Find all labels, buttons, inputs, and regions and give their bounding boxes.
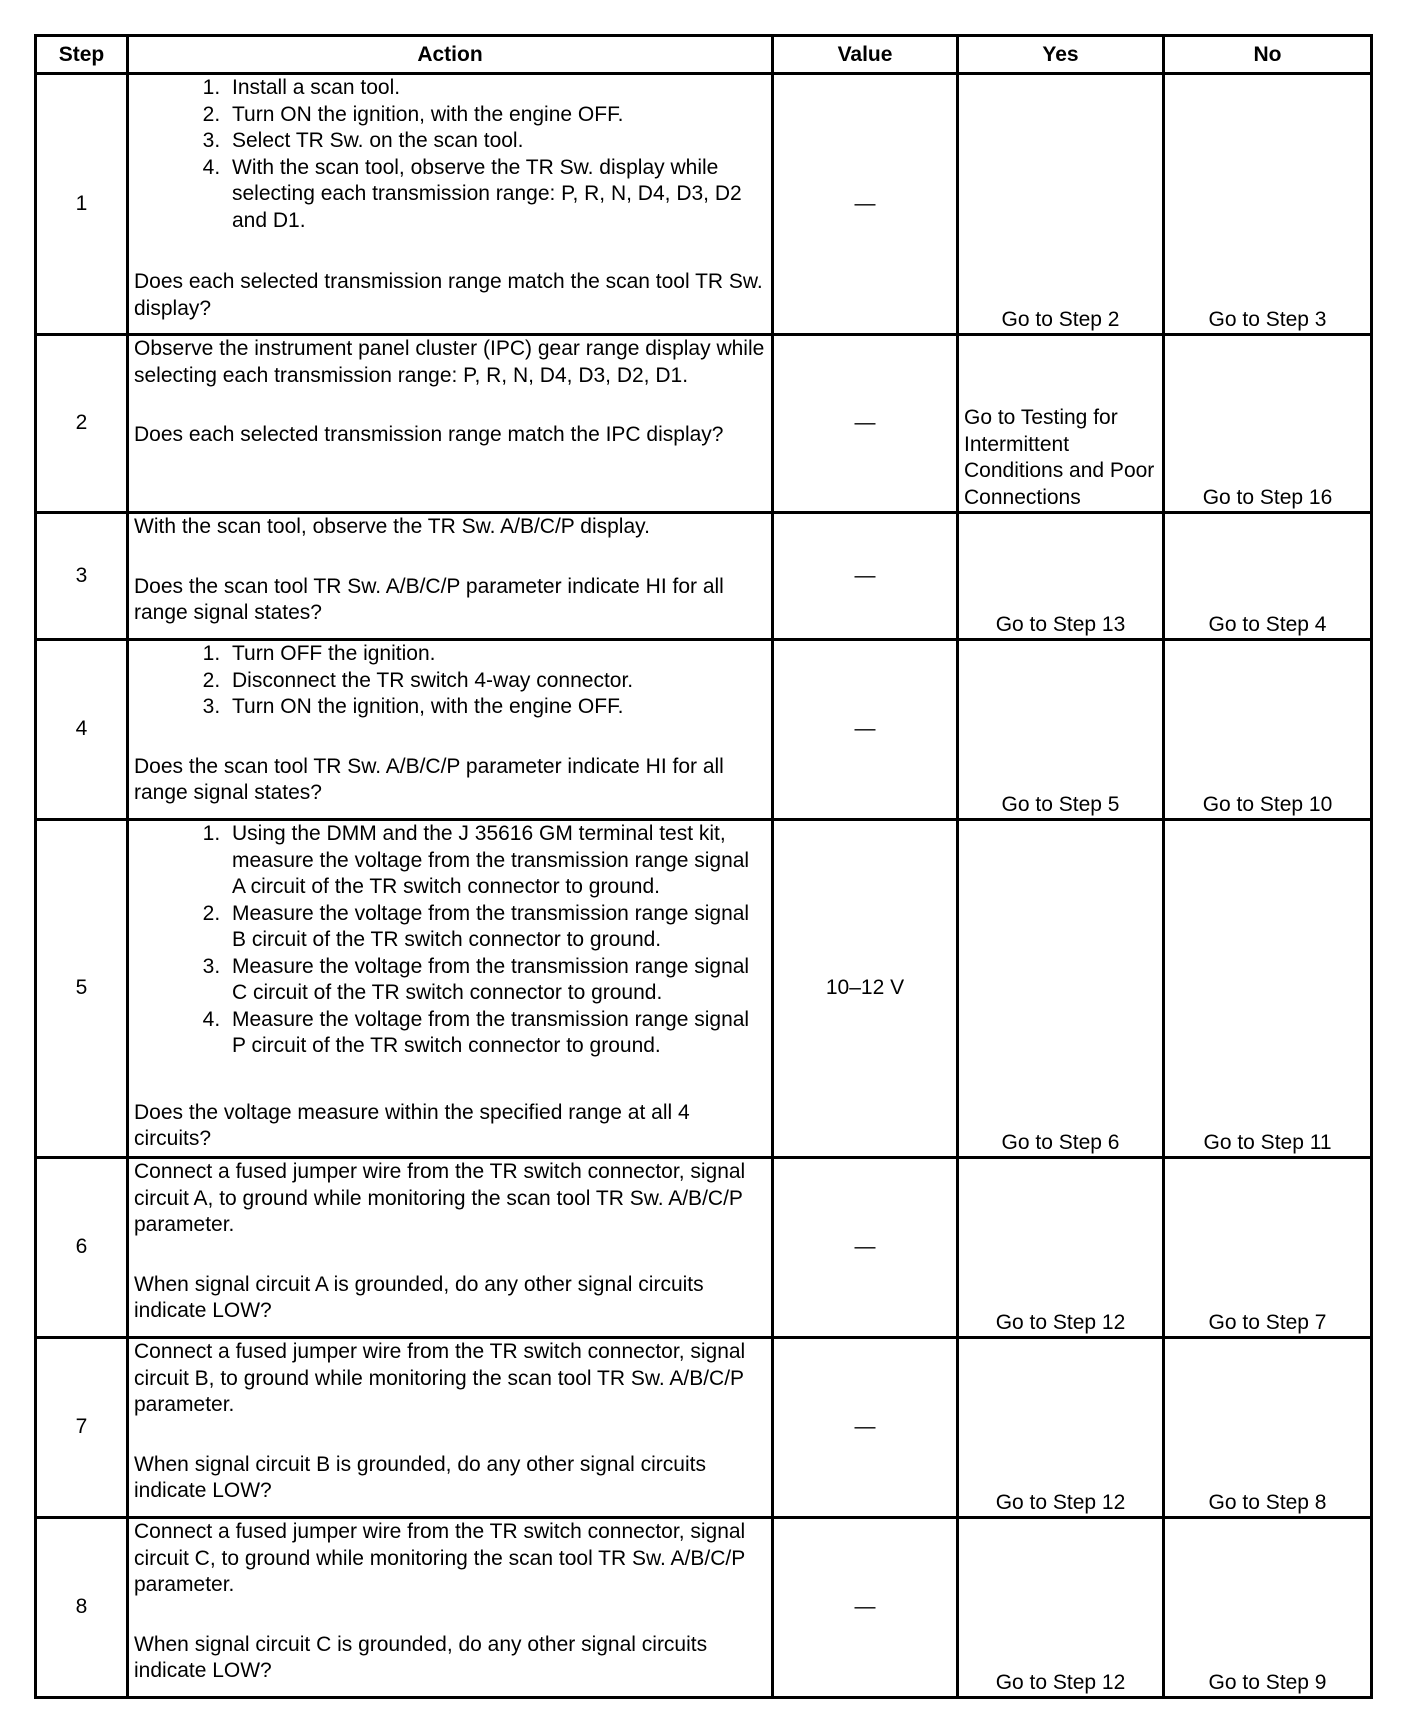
action-steps: [134, 641, 766, 721]
value-cell: —: [773, 1518, 958, 1698]
header-action: Action: [128, 36, 773, 74]
no-cell: Go to Step 7: [1164, 1158, 1372, 1338]
yes-cell: Go to Step 2: [958, 74, 1164, 335]
step-number: 2: [36, 335, 128, 513]
table-row: [36, 513, 1372, 640]
step-number: 4: [36, 640, 128, 820]
step-number: 1: [36, 74, 128, 335]
yes-cell: Go to Step 13: [958, 513, 1164, 640]
value-cell: —: [773, 513, 958, 640]
value-cell: —: [773, 640, 958, 820]
action-text: Observe the instrument panel cluster (IPC) gear range display while selecting each transmission range: P, R, N, D4, D3, D2, D1.: [134, 337, 765, 387]
header-value: Value: [773, 36, 958, 74]
step-number: 6: [36, 1158, 128, 1338]
action-text: With the scan tool, observe the TR Sw. A/B/C/P display.: [134, 515, 650, 538]
value-cell: —: [773, 74, 958, 335]
action-step-item: 3. Select TR Sw. on the scan tool.: [226, 128, 766, 155]
value-cell: —: [773, 1158, 958, 1338]
action-question: When signal circuit A is grounded, do any other signal circuits indicate LOW?: [134, 1272, 704, 1322]
action-question: When signal circuit C is grounded, do any other signal circuits indicate LOW?: [134, 1632, 708, 1682]
yes-cell: Go to Step 12: [958, 1338, 1164, 1518]
action-steps: [134, 75, 766, 234]
yes-cell: Go to Step 6: [958, 820, 1164, 1158]
no-cell: Go to Step 10: [1164, 640, 1372, 820]
action-step-item: 1. Install a scan tool.: [226, 75, 766, 102]
diagnostic-table: [34, 34, 1373, 1699]
action-cell: [128, 820, 773, 1158]
action-question: Does the voltage measure within the specified range at all 4 circuits?: [134, 1100, 690, 1150]
action-text: Connect a fused jumper wire from the TR switch connector, signal circuit A, to ground while monitoring the scan tool TR Sw. A/B/C/P parameter.: [134, 1160, 746, 1236]
action-steps: [134, 821, 766, 1060]
action-cell: [128, 1158, 773, 1338]
header-yes: Yes: [958, 36, 1164, 74]
action-cell: [128, 640, 773, 820]
action-question: Does the scan tool TR Sw. A/B/C/P parameter indicate HI for all range signal states?: [134, 754, 724, 804]
action-step-item: 1. Turn OFF the ignition.: [226, 641, 766, 668]
table-row: [36, 640, 1372, 820]
step-number: 3: [36, 513, 128, 640]
no-cell: Go to Step 9: [1164, 1518, 1372, 1698]
no-cell: Go to Step 8: [1164, 1338, 1372, 1518]
value-cell: —: [773, 335, 958, 513]
table-row: [36, 1158, 1372, 1338]
action-step-item: 4. Measure the voltage from the transmission range signal P circuit of the TR switch connector to ground.: [226, 1007, 766, 1060]
table-row: [36, 335, 1372, 513]
table-row: [36, 1518, 1372, 1698]
yes-cell: Go to Testing for Intermittent Conditions and Poor Connections: [958, 335, 1164, 513]
no-cell: Go to Step 4: [1164, 513, 1372, 640]
yes-cell: Go to Step 12: [958, 1518, 1164, 1698]
action-text: Connect a fused jumper wire from the TR switch connector, signal circuit B, to ground while monitoring the scan tool TR Sw. A/B/C/P parameter.: [134, 1340, 746, 1416]
table-row: [36, 820, 1372, 1158]
action-step-item: 2. Measure the voltage from the transmission range signal B circuit of the TR switch connector to ground.: [226, 901, 766, 954]
header-step: Step: [36, 36, 128, 74]
action-step-item: 4. With the scan tool, observe the TR Sw. display while selecting each transmission range: P, R, N, D4, D3, D2 and D1.: [226, 155, 766, 235]
no-cell: Go to Step 16: [1164, 335, 1372, 513]
action-step-item: 3. Measure the voltage from the transmission range signal C circuit of the TR switch connector to ground.: [226, 954, 766, 1007]
action-question: Does each selected transmission range match the scan tool TR Sw. display?: [134, 270, 763, 320]
action-cell: [128, 513, 773, 640]
no-cell: Go to Step 11: [1164, 820, 1372, 1158]
action-step-item: 2. Disconnect the TR switch 4-way connector.: [226, 668, 766, 695]
no-cell: Go to Step 3: [1164, 74, 1372, 335]
action-step-item: 1. Using the DMM and the J 35616 GM terminal test kit, measure the voltage from the transmission range signal A circuit of the TR switch connector to ground.: [226, 821, 766, 901]
action-cell: [128, 1338, 773, 1518]
value-cell: —: [773, 1338, 958, 1518]
yes-cell: Go to Step 12: [958, 1158, 1164, 1338]
table-row: [36, 74, 1372, 335]
action-cell: [128, 335, 773, 513]
step-number: 5: [36, 820, 128, 1158]
action-question: When signal circuit B is grounded, do any other signal circuits indicate LOW?: [134, 1452, 706, 1502]
yes-cell: Go to Step 5: [958, 640, 1164, 820]
header-row: [36, 36, 1372, 74]
action-step-item: 3. Turn ON the ignition, with the engine OFF.: [226, 694, 766, 721]
action-question: Does each selected transmission range match the IPC display?: [134, 423, 724, 446]
table-row: [36, 1338, 1372, 1518]
action-question: Does the scan tool TR Sw. A/B/C/P parameter indicate HI for all range signal states?: [134, 574, 724, 624]
header-no: No: [1164, 36, 1372, 74]
step-number: 8: [36, 1518, 128, 1698]
action-cell: [128, 74, 773, 335]
action-step-item: 2. Turn ON the ignition, with the engine OFF.: [226, 102, 766, 129]
action-text: Connect a fused jumper wire from the TR switch connector, signal circuit C, to ground while monitoring the scan tool TR Sw. A/B/C/P parameter.: [134, 1520, 746, 1596]
action-cell: [128, 1518, 773, 1698]
step-number: 7: [36, 1338, 128, 1518]
value-cell: 10–12 V: [773, 820, 958, 1158]
